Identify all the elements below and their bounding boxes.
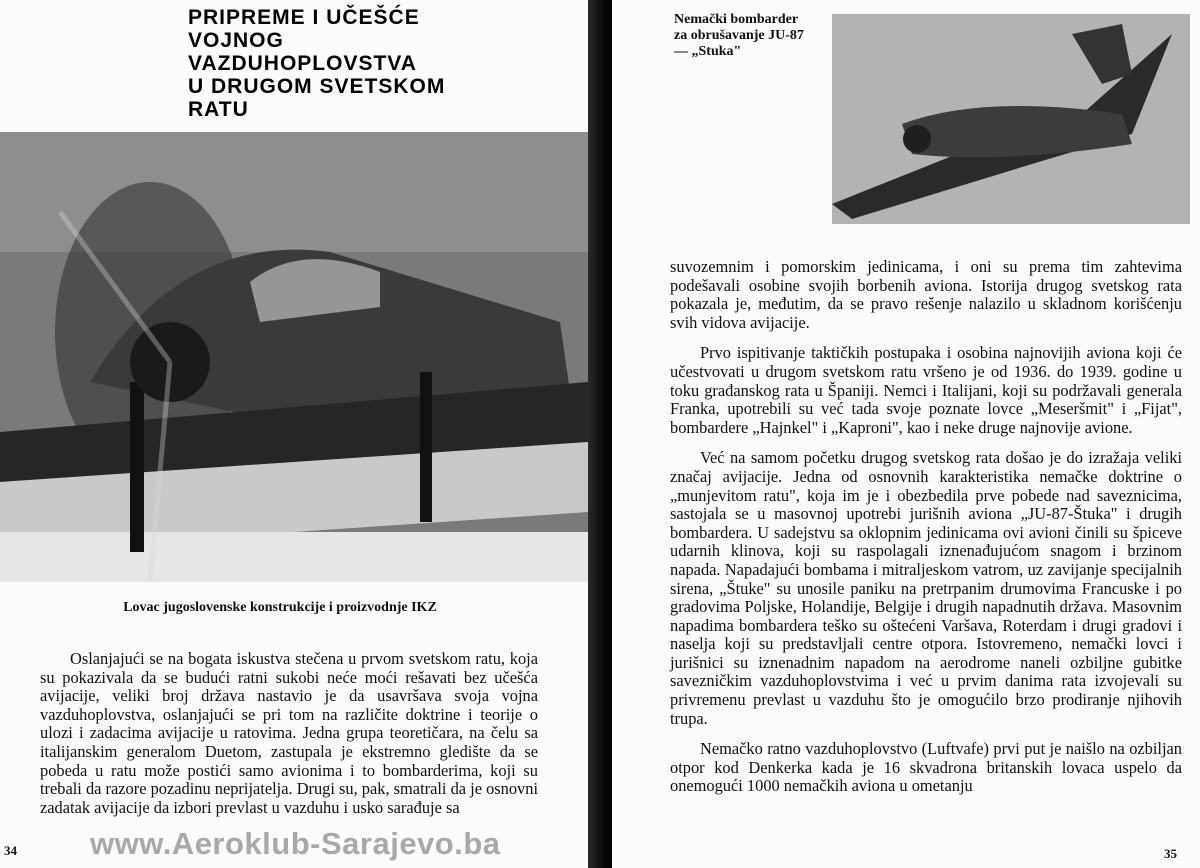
- right-paragraph-1: suvozemnim i pomorskim jedinicama, i oni su prema tim zahtevima podešavali osobine svojih borbenih aviona. Istorija drugog svetskog rata pokazala je, međutim, da se pravo rešenje nalazilo u skladnom korišćenju svih vidova avijacije.: [670, 257, 1182, 332]
- right-paragraph-4: Nemačko ratno vazduhoplovstvo (Luftvafe) prvi put je naišlo na ozbiljan otpor kod Denkerka kada je 16 skvadrona britanskih lovaca uspelo da onemogući 1000 nemačkih aviona u ometanju: [670, 739, 1182, 796]
- page-number-left: 34: [4, 843, 17, 858]
- caption-right-line-3: — „Stuka": [674, 44, 742, 59]
- page-number-right: 35: [1164, 846, 1177, 861]
- caption-right-line-2: za obrušavanje JU-87: [674, 28, 804, 43]
- headline-line-2: VOJNOG: [188, 29, 284, 52]
- right-paragraph-2: Prvo ispitivanje taktičkih postupaka i osobina najnovijih aviona koji će učestvovati u drugom svetskom ratu vršeno je od 1936. do 1939. godine u toku građanskog rata u Španiji. Nemci i Italijani, koji su podržavali generala Franka, upotrebili su već tada svoje poznate lovce „Meseršmit" i „Fijat", bombardere „Hajnkel" i „Kaproni", kao i neke druge najnovije avione.: [670, 343, 1182, 437]
- photo-caption-right: [674, 12, 824, 60]
- headline-line-5: RATU: [188, 98, 249, 121]
- right-paragraph-3: Već na samom početku drugog svetskog rata došao je do izražaja veliki značaj avijacije. Jedna od osnovnih karakteristika nemačke doktrine o „munjevitom ratu", koja im je i obezbedila prve pobede nad saveznicima, sastojala se u masovnoj upotrebi jurišnih aviona „JU-87-Štuka" i drugih bombardera. U sadejstvu sa oklopnim jedinicama ovi avioni činili su špiceve udarnih klinova, koji su raspolagali iznenađujućom snagom i brzinom napada. Napadajući bombama i mitraljeskom vatrom, uz zavijanje specijalnih sirena, „Štuke" su unosile paniku na pretrpanim drumovima Francuske i po gradovima Poljske, Holandije, Belgije i drugih napadnutih država. Masovnim napadima bombardera teško su oštećeni Varšava, Roterdam i drugi gradovi i naselja koji su predstavljali centre otpora. Istovremeno, nemački lovci i jurišnici su iznenadnim napadom na aerodrome naneli ozbiljne gubitke savezničkim vazduhoplovstvima i već u prvim danima rata izvojevali su privremenu prevlast u vazduhu što je omogućilo brzo prodiranje njihovih trupa.: [670, 448, 1182, 728]
- left-paragraph-1: Oslanjajući se na bogata iskustva stečena u prvom svetskom ratu, koja su pokazivala da se budući ratni sukobi neće moći rešavati bez učešća avijacije, veliki broj država nastavio je da usavršava svoja vojna vazduhoplovstva, oslanjajući se pri tom na različite doktrine i teorije o ulozi i zadacima avijacije u ratovima. Jedna grupa teoretičara, na čelu sa italijanskim generalom Duetom, zastupala je ekstremno gledište da se pobeda u ratu može postići samo avionima i to bombarderima, koji su trebali da razore pozadinu neprijatelja. Drugi su, pak, smatrali da je osnovni zadatak avijacije da izbori prevlast u vazduhu i usko sarađuje sa: [40, 649, 538, 817]
- headline-line-1: PRIPREME I UČEŠĆE: [188, 6, 420, 29]
- caption-right-line-1: Nemački bombarder: [674, 12, 799, 27]
- headline-line-3: VAZDUHOPLOVSTVA: [188, 52, 417, 75]
- watermark-text: www.Aeroklub-Sarajevo.ba: [90, 826, 501, 861]
- headline-line-4: U DRUGOM SVETSKOM: [188, 75, 446, 98]
- chapter-headline: [188, 6, 568, 121]
- photo-caption-left: Lovac jugoslovenske konstrukcije i proizvodnje IKZ: [123, 600, 437, 615]
- left-body-text: [40, 650, 538, 817]
- stuka-bomber-photo: [832, 14, 1190, 224]
- ikz-fighter-photo: [0, 132, 588, 582]
- stuka-illustration: [832, 14, 1190, 224]
- right-body-text: [670, 258, 1182, 808]
- ikz-fighter-illustration: [0, 132, 588, 582]
